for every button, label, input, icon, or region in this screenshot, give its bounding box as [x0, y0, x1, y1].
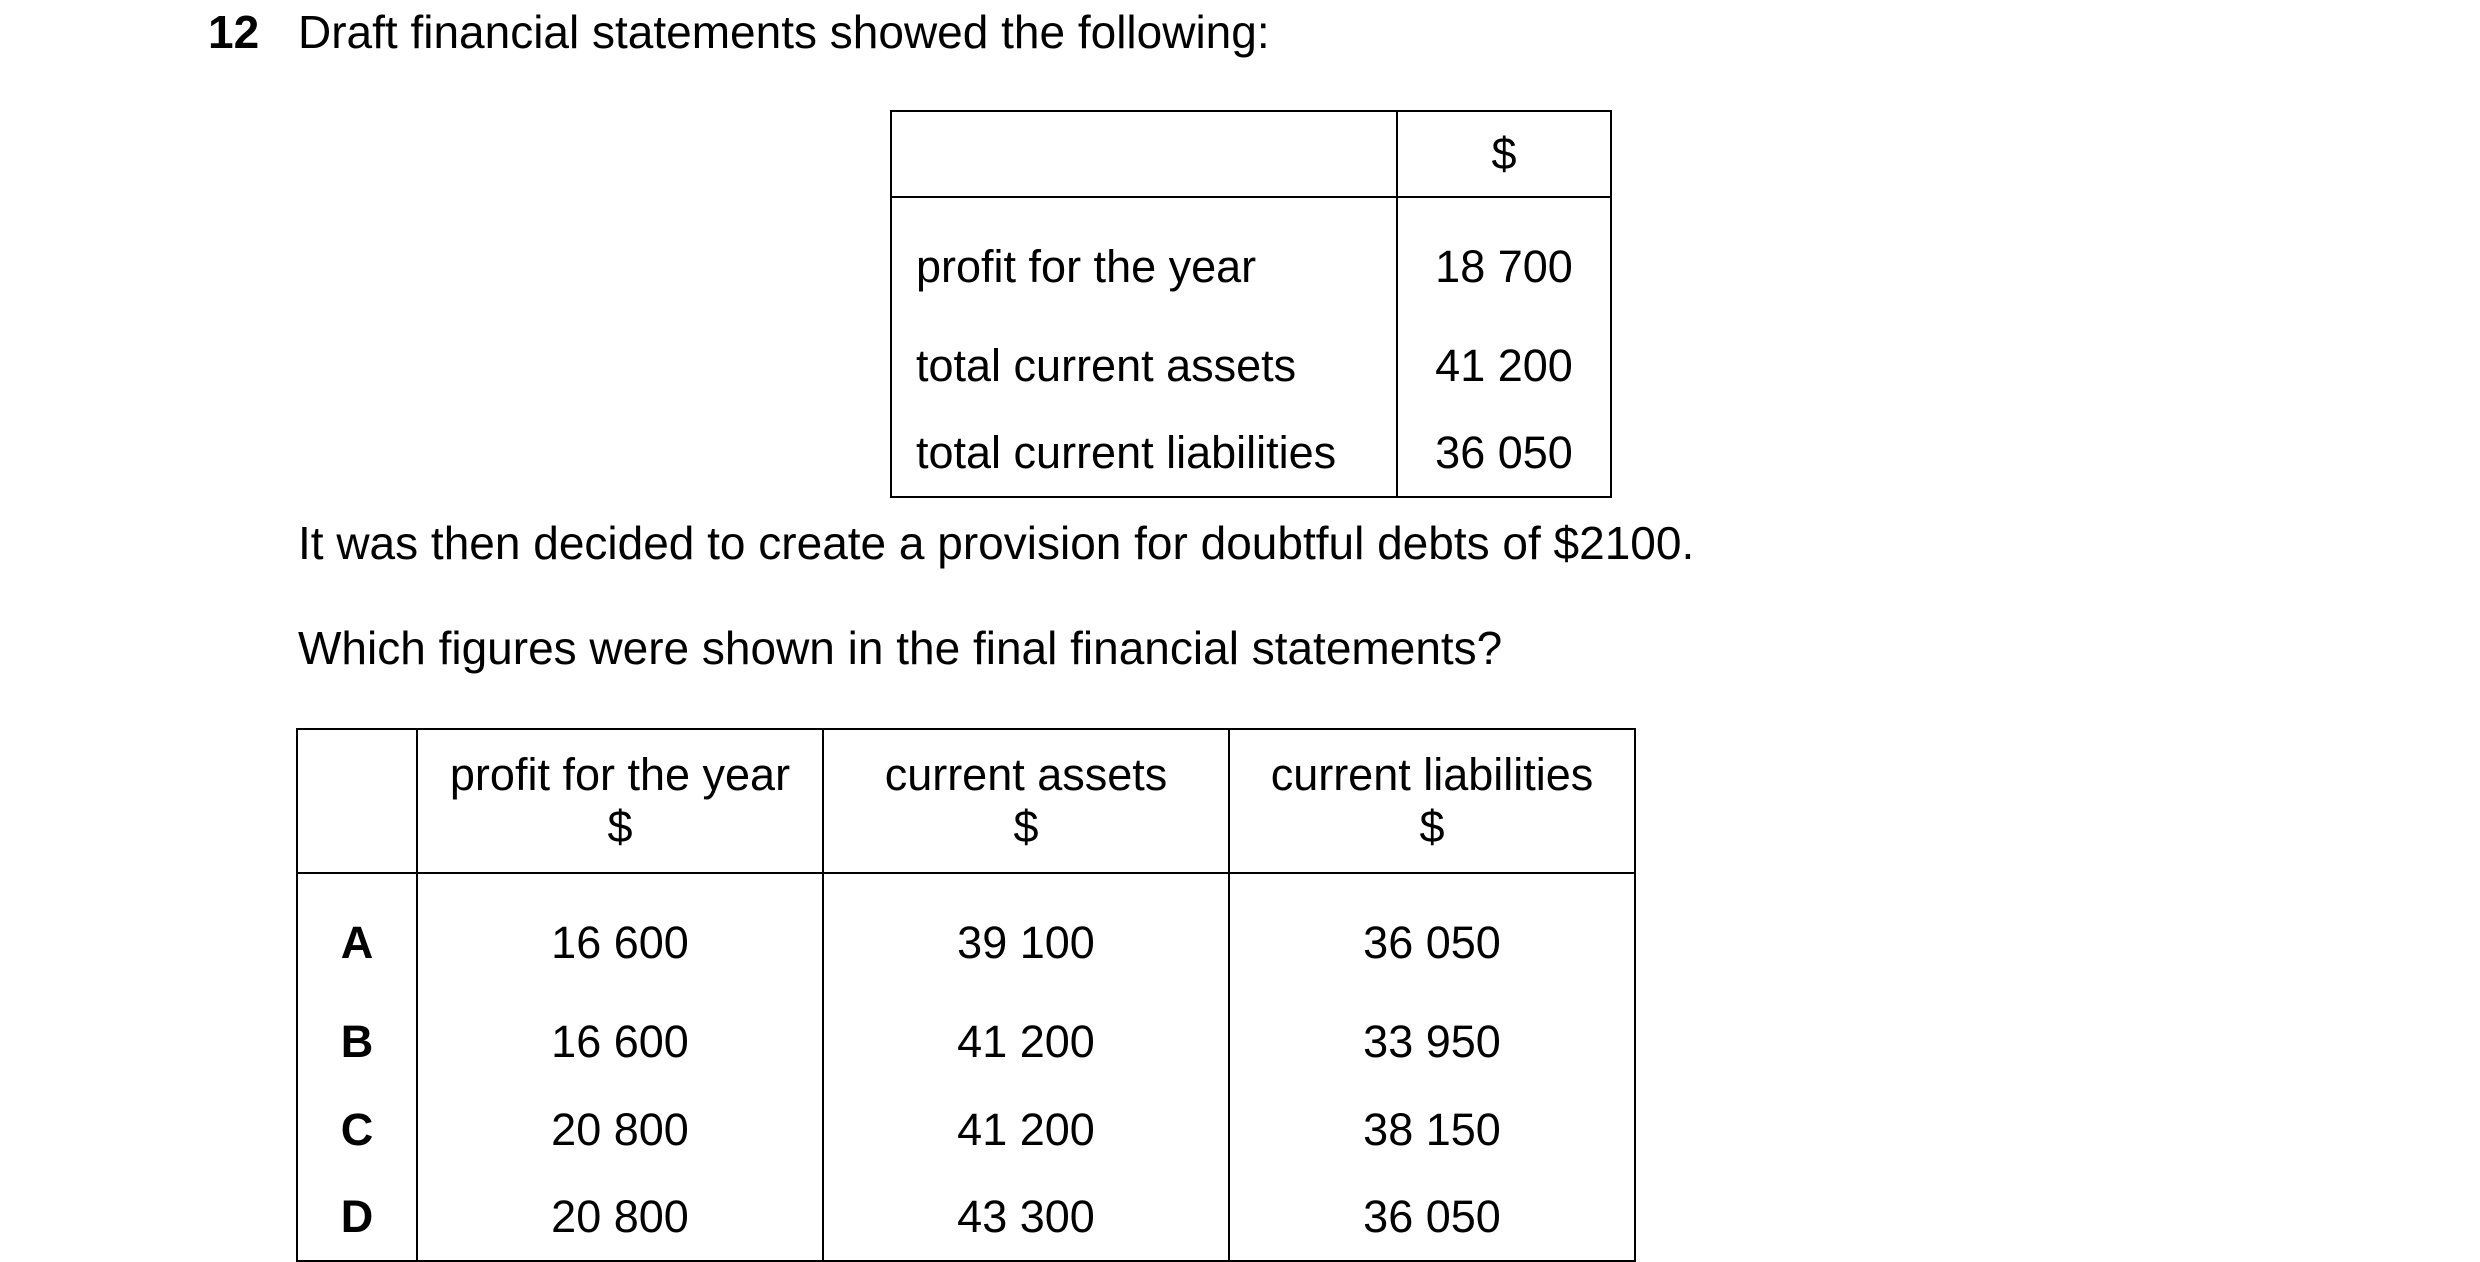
header-title: current assets — [884, 749, 1168, 800]
table-row — [891, 322, 1611, 410]
draft-table-header-row — [891, 111, 1611, 197]
option-profit-value: 16 600 — [417, 998, 823, 1086]
draft-row-value: 41 200 — [1397, 322, 1611, 410]
options-header-blank-cell — [297, 729, 417, 873]
header-title: current liabilities — [1270, 749, 1594, 800]
question-stem: Draft financial statements showed the following: — [298, 6, 1270, 58]
answer-options-table — [296, 728, 1636, 1262]
option-liabilities-value: 36 050 — [1229, 1174, 1635, 1261]
draft-row-label: total current liabilities — [891, 410, 1397, 497]
option-row-c — [297, 1086, 1635, 1174]
header-currency: $ — [607, 801, 633, 852]
provision-statement: It was then decided to create a provision for doubtful debts of $2100. — [298, 517, 1695, 569]
option-row-b — [297, 998, 1635, 1086]
header-currency: $ — [1419, 801, 1445, 852]
option-liabilities-value: 38 150 — [1229, 1086, 1635, 1174]
option-profit-value: 16 600 — [417, 873, 823, 998]
option-key: C — [297, 1086, 417, 1174]
option-liabilities-value: 36 050 — [1229, 873, 1635, 998]
option-assets-value: 41 200 — [823, 998, 1229, 1086]
draft-row-label: profit for the year — [891, 197, 1397, 322]
draft-header-currency: $ — [1397, 111, 1611, 197]
draft-figures-table — [890, 110, 1612, 498]
table-row — [891, 410, 1611, 497]
header-title: profit for the year — [449, 749, 791, 800]
draft-header-blank-cell — [891, 111, 1397, 197]
option-assets-value: 41 200 — [823, 1086, 1229, 1174]
option-profit-value: 20 800 — [417, 1174, 823, 1261]
options-header-row — [297, 729, 1635, 873]
option-profit-value: 20 800 — [417, 1086, 823, 1174]
table-row — [891, 197, 1611, 322]
option-key: B — [297, 998, 417, 1086]
option-key: A — [297, 873, 417, 998]
option-liabilities-value: 33 950 — [1229, 998, 1635, 1086]
options-header-current-liabilities — [1229, 729, 1635, 873]
options-header-current-assets — [823, 729, 1229, 873]
option-row-d — [297, 1174, 1635, 1261]
options-header-profit — [417, 729, 823, 873]
question-prompt: Which figures were shown in the final financial statements? — [298, 622, 1503, 674]
draft-row-label: total current assets — [891, 322, 1397, 410]
option-assets-value: 43 300 — [823, 1174, 1229, 1261]
header-currency: $ — [1013, 801, 1039, 852]
draft-row-value: 36 050 — [1397, 410, 1611, 497]
option-row-a — [297, 873, 1635, 998]
option-key: D — [297, 1174, 417, 1261]
option-assets-value: 39 100 — [823, 873, 1229, 998]
question-number: 12 — [208, 6, 260, 58]
draft-row-value: 18 700 — [1397, 197, 1611, 322]
